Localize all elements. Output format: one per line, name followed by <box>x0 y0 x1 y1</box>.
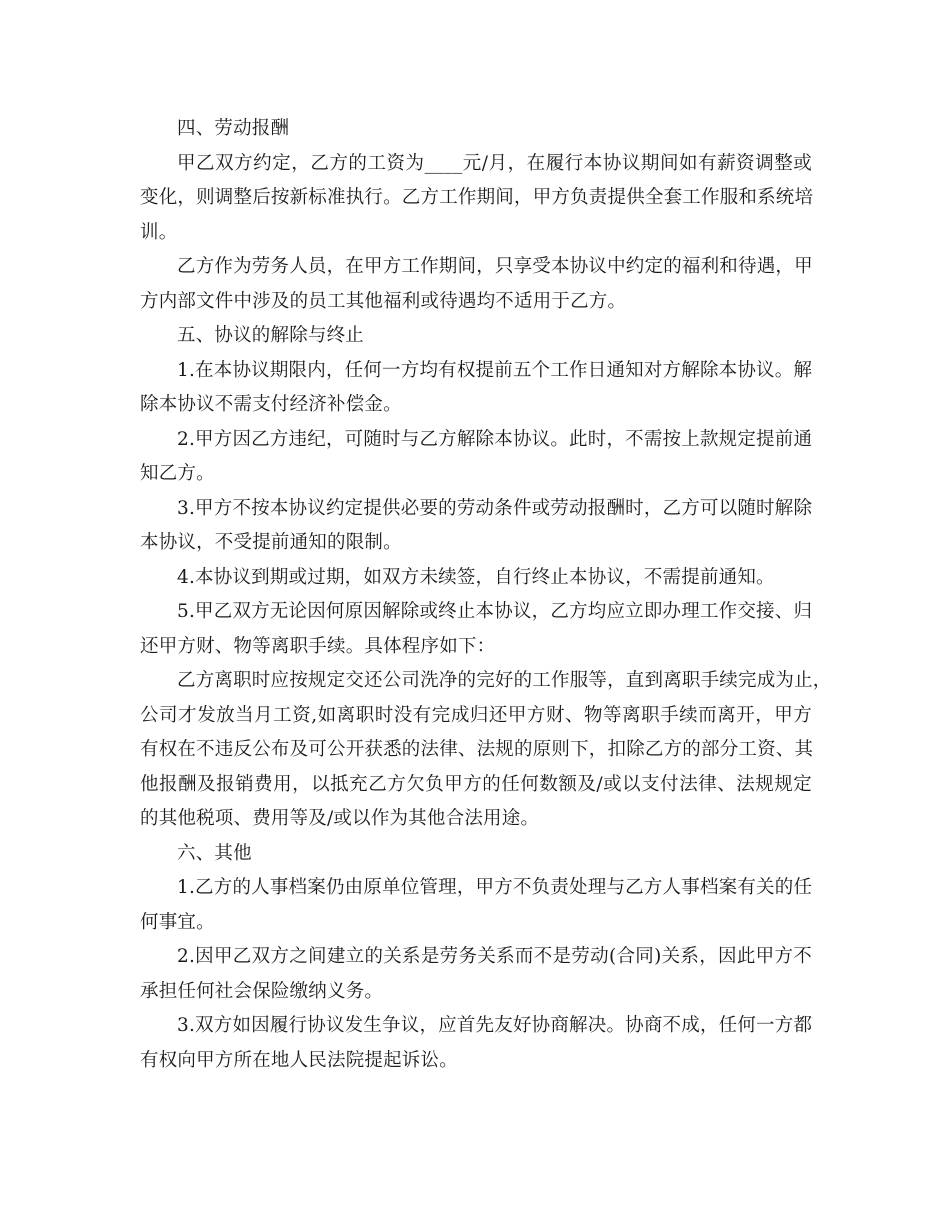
clause-line: 还甲方财、物等离职手续。具体程序如下： <box>140 635 496 657</box>
paragraph-line: 公司才发放当月工资,如离职时没有完成归还甲方财、物等离职手续而离开，甲方 <box>140 704 812 726</box>
paragraph-line: 有权在不违反公布及可公开获悉的法律、法规的原则下，扣除乙方的部分工资、其 <box>140 739 814 760</box>
clause-line: 2.因甲乙双方之间建立的关系是劳务关系而不是劳动(合同)关系，因此甲方不 <box>177 946 812 967</box>
clause-line: 5.甲乙双方无论因何原因解除或终止本协议，乙方均应立即办理工作交接、归 <box>177 601 813 622</box>
clause-line: 1.乙方的人事档案仍由原单位管理，甲方不负责处理与乙方人事档案有关的任 <box>177 877 813 898</box>
clause-line: 2.甲方因乙方违纪，可随时与乙方解除本协议。此时，不需按上款规定提前通 <box>177 428 813 450</box>
clause-line: 本协议，不受提前通知的限制。 <box>140 532 402 553</box>
section-heading-4: 四、劳动报酬 <box>177 118 290 139</box>
paragraph-line: 变化，则调整后按新标准执行。乙方工作期间，甲方负责提供全套工作服和系统培 <box>140 187 814 208</box>
paragraph-line: 甲乙双方约定，乙方的工资为____元/月，在履行本协议期间如有薪资调整或 <box>177 152 812 174</box>
paragraph-line: 训。 <box>140 221 178 243</box>
document-page <box>140 112 832 1078</box>
clause-line: 承担任何社会保险缴纳义务。 <box>140 980 384 1002</box>
clause-line: 何事宜。 <box>140 911 215 933</box>
section-heading-5: 五、协议的解除与终止 <box>177 325 365 346</box>
clause-line: 知乙方。 <box>140 463 215 484</box>
paragraph-line: 乙方离职时应按规定交还公司洗净的完好的工作服等，直到离职手续完成为止， <box>177 670 832 691</box>
clause-line: 1.在本协议期限内，任何一方均有权提前五个工作日通知对方解除本协议。解 <box>177 359 813 381</box>
clause-line: 有权向甲方所在地人民法院提起诉讼。 <box>140 1049 458 1071</box>
paragraph-line: 他报酬及报销费用，以抵充乙方欠负甲方的任何数额及/或以支付法律、法规规定 <box>140 773 812 795</box>
paragraph-line: 方内部文件中涉及的员工其他福利或待遇均不适用于乙方。 <box>140 290 627 312</box>
clause-line: 3.双方如因履行协议发生争议，应首先友好协商解决。协商不成，任何一方都 <box>177 1015 813 1036</box>
clause-line: 4.本协议到期或过期，如双方未续签，自行终止本协议，不需提前通知。 <box>177 566 775 588</box>
section-heading-6: 六、其他 <box>177 842 252 864</box>
paragraph-line: 的其他税项、费用等及/或以作为其他合法用途。 <box>140 808 540 829</box>
clause-line: 3.甲方不按本协议约定提供必要的劳动条件或劳动报酬时，乙方可以随时解除 <box>177 497 813 519</box>
clause-line: 除本协议不需支付经济补偿金。 <box>140 394 402 415</box>
paragraph-line: 乙方作为劳务人员，在甲方工作期间，只享受本协议中约定的福利和待遇，甲 <box>177 256 813 277</box>
